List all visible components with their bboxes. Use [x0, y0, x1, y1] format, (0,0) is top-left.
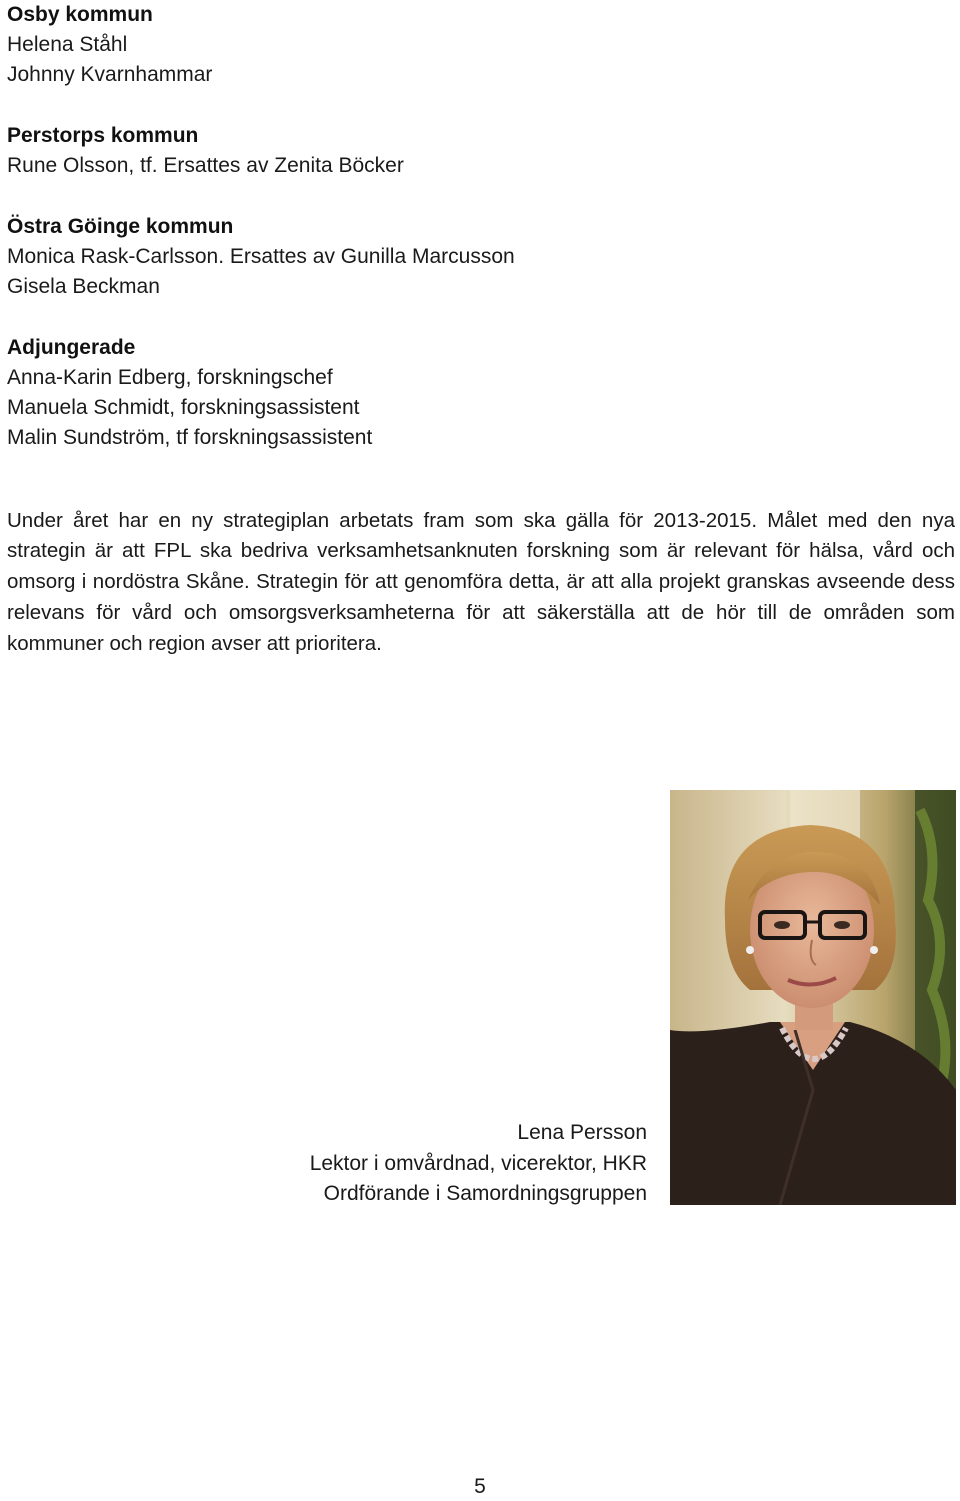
section-heading-osby: Osby kommun: [7, 3, 153, 26]
member-list: [7, 0, 515, 453]
member-name: Manuela Schmidt, forskningsassistent: [7, 396, 360, 419]
caption-role: Ordförande i Samordningsgruppen: [323, 1182, 647, 1205]
member-name: Anna-Karin Edberg, forskningschef: [7, 366, 333, 389]
caption-title: Lektor i omvårdnad, vicerektor, HKR: [309, 1151, 647, 1175]
photo-caption: [310, 1118, 647, 1210]
page-number: 5: [474, 1475, 486, 1498]
caption-name: Lena Persson: [517, 1121, 647, 1144]
member-name: Malin Sundström, tf forskningsassistent: [7, 426, 373, 449]
section-heading-ostra-goinge: Östra Göinge kommun: [7, 215, 234, 238]
member-name: Helena Ståhl: [7, 33, 128, 56]
member-name: Rune Olsson, tf. Ersattes av Zenita Böcker: [7, 154, 404, 177]
member-name: Gisela Beckman: [7, 275, 160, 298]
section-heading-perstorp: Perstorps kommun: [7, 124, 199, 147]
strategy-paragraph: Under året har en ny strategiplan arbetats fram som ska gälla för 2013-2015. Målet med den nya strategin är att FPL ska bedriva verksamhetsanknuten forskning som är relevant för hälsa, vård och omsorg i nordöstra Skåne. Strategin för att genomföra detta, är att alla projekt granskas avseende dess relevans för vård och omsorgsverksamheterna för att säkerställa att de hör till de områden som kommuner och region avser att prioritera.: [7, 508, 955, 655]
member-name: Johnny Kvarnhammar: [7, 63, 213, 86]
section-heading-adjungerade: Adjungerade: [7, 336, 136, 359]
portrait-photo: [670, 790, 956, 1205]
member-name: Monica Rask-Carlsson. Ersattes av Gunilla Marcusson: [7, 245, 515, 268]
